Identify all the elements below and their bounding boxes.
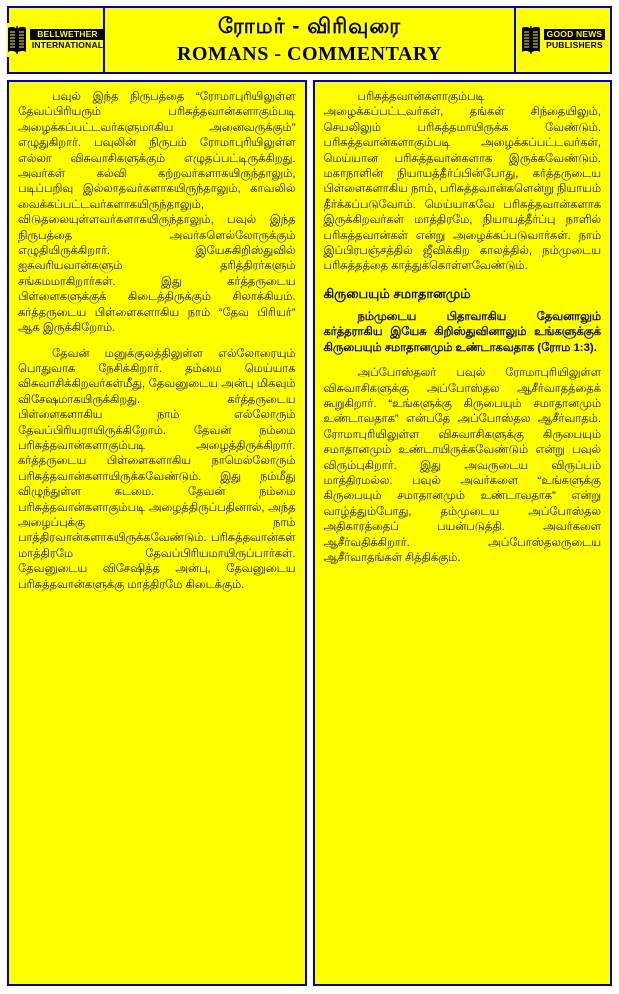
publisher-logo-right bbox=[514, 8, 610, 72]
logo-left-line1: BELLWETHER bbox=[30, 29, 105, 40]
open-book-logo-icon bbox=[7, 23, 27, 57]
section-subheading: கிருபையும் சமாதானமும் bbox=[323, 285, 471, 301]
body-columns bbox=[7, 80, 612, 986]
left-column bbox=[7, 80, 307, 986]
logo-right-line2: PUBLISHERS bbox=[546, 40, 603, 50]
scripture-quote: நம்முடைய பிதாவாகிய தேவனாலும் கர்த்தராகிய இயேசு கிறிஸ்துவினாலும் உங்களுக்குக் கிருபையும் சமாதானமும் உண்டாகவதாக (ரோம 1:3). bbox=[323, 310, 601, 354]
paragraph: பவுல் இந்த நிருபத்தை “ரோமாபுரியிலுள்ள தேவப்பிரியரும் பரிசுத்தவான்களாகும்படி அழைக்கப்பட்டவர்களுமாகிய அனைவருக்கும்” எழுதுகிறார். பவுலின் நிருபம் ரோமாபுரியிலுள்ள எல்லா விசுவாசிகளுக்கும் எழுதப்பட்டிருக்கிறது. அவர்கள் கல்வி கற்றவர்களாகயிருந்தாலும், படிப்பறிவு இல்லாதவர்களாகயிருந்தாலும், காவலில் வைக்கப்பட்டவர்களாகயிருந்தாலும், விடுதலையுள்ளவர்களாகயிருந்தாலும், பவுல் இந்த நிருபத்தை அவர்களெல்லோருக்கும் எழுதியிருக்கிறார். இயேசுகிறிஸ்துவில் ஐசுவரியவான்களும் தரித்திரர்களும் சங்கமமாகிறார்கள். இது கர்த்தருடைய பிள்ளைகளுக்குக் கிடைத்திருக்கும் சிலாக்கியம். கர்த்தருடைய பிள்ளைகளாகிய நாம் “தேவ பிரியர்” ஆக இருக்கிறோம். bbox=[18, 91, 296, 335]
open-book-logo-icon bbox=[521, 23, 541, 57]
publisher-logo-left bbox=[9, 8, 105, 72]
paragraph: தேவன் மனுக்குலத்திலுள்ள எல்லோரையும் பொதுவாக நேசிக்கிறார். தம்மை மெய்யாக விசுவாசிக்கிறவர்கள்மீது, தேவனுடைய அன்பு மிகவும் விசேஷமாகயிருக்கிறது. கர்த்தருடைய பிள்ளைகளாகிய நாம் எல்லோரும் தேவப்பிரியராயிருக்கிறோம். தேவன் நம்மை பரிசுத்தவான்களாகும்படி அழைத்திருக்கிறார். கர்த்தருடைய பிள்ளைகளாகிய நாமெல்லோரும் பரிசுத்தவான்களாயிருக்கவேண்டும். இது நம்மீது விழுந்துள்ள கடமை. தேவன் நம்மை பரிசுத்தவான்களாகும்படி அழைத்திருப்பதினால், அந்த அழைப்புக்கு நாம் பாத்திரவான்களாகயிருக்கவேண்டும். பரிசுத்தவான்கள் மாத்திரமே தேவப்பிரியமாயிருப்பார்கள். தேவனுடைய விசேஷித்த அன்பு, தேவனுடைய பரிசுத்தவான்களுக்கு மாத்திரமே கிடைக்கும். bbox=[18, 347, 296, 591]
document-header bbox=[7, 6, 612, 74]
header-title-block bbox=[105, 8, 514, 72]
right-column bbox=[313, 80, 613, 986]
logo-left-line2: INTERNATIONAL bbox=[31, 40, 104, 50]
page-title-tamil: ரோமர் - விரிவுரை bbox=[217, 15, 402, 38]
paragraph: அப்போஸ்தலர் பவுல் ரோமாபுரியிலுள்ள விசுவாசிகளுக்கு அப்போஸ்தல ஆசீர்வாதத்தைக் கூறுகிறார். “உங்களுக்கு கிருபையும் சமாதானமும் உண்டாவதாக” என்பதே அப்போஸ்தல ஆசீர்வாதம். ரோமாபுரியிலுள்ள விசுவாசிகளுக்கு கிருபையும் சமாதானமும் உண்டாயிருக்கவேண்டும் என்று பவுல் விரும்புகிறார். இது அவருடைய விருப்பம் மாத்திரமல்ல. பவுல் அவர்களை “உங்களுக்கு கிருபையும் சமாதானமும் உண்டாவதாக” என்று வாழ்த்தும்போது, தம்முடைய அப்போஸ்தல அதிகாரத்தைப் பயன்படுத்தி. அவர்களை ஆசீர்வதிக்கிறார். அப்போஸ்தலருடைய ஆசீர்வாதங்கள் சித்திக்கும். bbox=[323, 367, 601, 564]
paragraph: பரிசுத்தவான்களாகும்படி அழைக்கப்பட்டவர்கள், தங்கள் சிந்தையிலும், செயலிலும் பரிசுத்தமாயிருக்க வேண்டும். பரிசுத்தவான்களாகும்படி அழைக்கப்பட்டவர்கள், மெய்யான பரிசுத்தவான்களாக இருக்கவேண்டும். மகாநாளின் நியாயத்தீர்ப்பின்போது, கர்த்தருடைய பிள்ளைகளாகிய நாம், பரிசுத்தவான்களென்று நியாயம் தீர்க்கப்படுவோம். மெய்யாகவே பரிசுத்தவான்களாக இருக்கிறவர்கள் மாத்திரமே, நியாயத்தீர்ப்பு நாளில் பரிசுத்தவான்கள் என்று அழைக்கப்படுவார்கள். நாம் இப்பிரபஞ்சத்தில் ஜீவிக்கிற காலத்தில், நம்முடைய பரிசுத்தத்தை காத்துக்கொள்ளவேண்டும். bbox=[323, 91, 601, 273]
page-title-english: ROMANS - COMMENTARY bbox=[176, 43, 443, 65]
logo-right-line1: GOOD NEWS bbox=[544, 29, 605, 40]
